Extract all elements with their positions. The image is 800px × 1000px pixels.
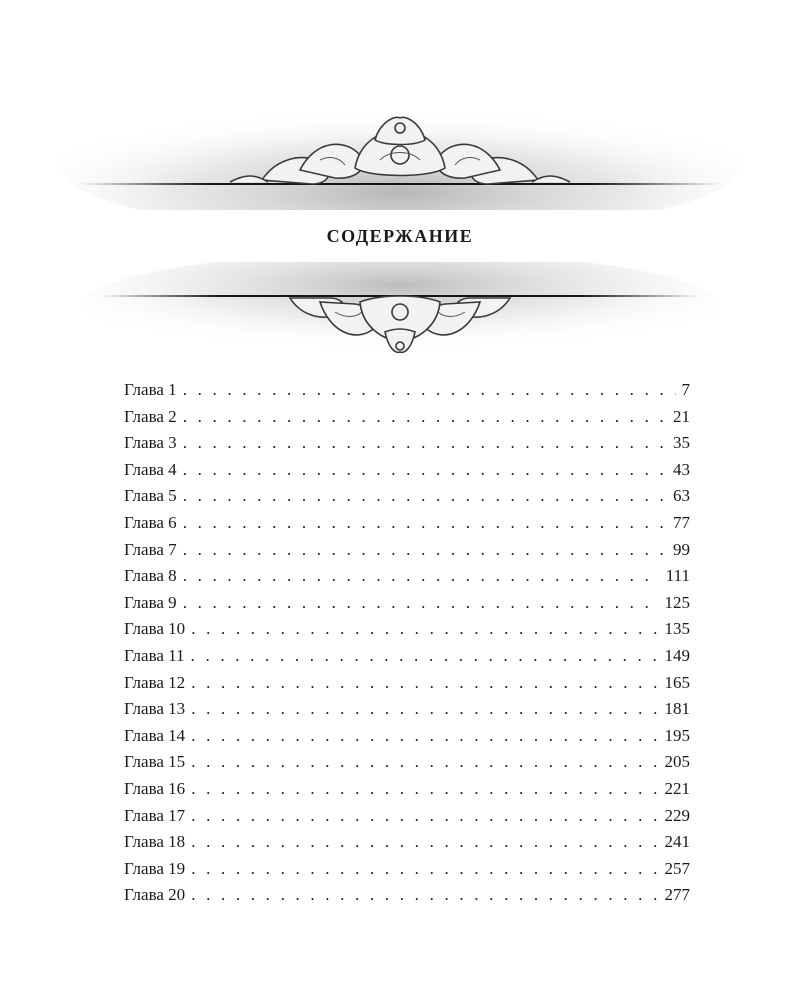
toc-entry-label: Глава 1 [124, 380, 177, 399]
toc-entry-page-number: 21 [673, 406, 690, 426]
toc-entry[interactable] [124, 380, 690, 407]
toc-entry[interactable] [124, 859, 690, 886]
toc-entry[interactable] [124, 726, 690, 753]
dot-leader [191, 619, 658, 639]
toc-entry-label: Глава 13 [124, 699, 186, 719]
toc-entry-page-number: 229 [664, 805, 690, 825]
toc-entry[interactable] [124, 779, 690, 806]
toc-entry[interactable] [124, 673, 690, 700]
toc-entry-label: Глава 11 [124, 645, 185, 665]
toc-entry-label: Глава 9 [124, 592, 177, 612]
toc-entry-label: Глава 2 [124, 406, 177, 426]
toc-entry-page-number: 149 [664, 645, 690, 665]
toc-entry[interactable] [124, 885, 690, 912]
dot-leader [191, 806, 658, 826]
dot-leader [191, 752, 658, 772]
dot-leader [191, 699, 658, 719]
bottom-ornament [0, 262, 800, 372]
dot-leader [191, 859, 658, 879]
toc-entry[interactable] [124, 540, 690, 567]
toc-entry-label: Глава 5 [124, 486, 177, 506]
toc-entry-label: Глава 12 [124, 672, 186, 692]
toc-entry-label: Глава 7 [124, 539, 177, 559]
toc-entry-page-number: 63 [673, 486, 690, 506]
dot-leader [191, 885, 658, 905]
toc-entry[interactable] [124, 566, 690, 593]
toc-entry-page-number: 205 [664, 752, 690, 772]
toc-entry-label: Глава 17 [124, 805, 186, 825]
dot-leader [183, 460, 667, 480]
dot-leader [183, 566, 660, 586]
toc-entry[interactable] [124, 699, 690, 726]
toc-entry-page-number: 77 [673, 512, 690, 532]
toc-entry-page-number: 277 [664, 885, 690, 905]
toc-entry-label: Глава 10 [124, 619, 186, 639]
toc-entry-page-number: 241 [664, 832, 690, 852]
toc-entry-label: Глава 3 [124, 433, 177, 453]
dot-leader [183, 486, 667, 506]
dot-leader [191, 673, 658, 693]
toc-entry[interactable] [124, 433, 690, 460]
toc-entry[interactable] [124, 593, 690, 620]
toc-entry-label: Глава 8 [124, 566, 177, 586]
toc-entry[interactable] [124, 407, 690, 434]
baroque-scroll-ornament-icon [0, 60, 800, 210]
dot-leader [191, 779, 658, 799]
toc-entry[interactable] [124, 646, 690, 673]
toc-entry-page-number: 43 [673, 459, 690, 479]
dot-leader [191, 832, 658, 852]
dot-leader [183, 433, 667, 453]
toc-entry-label: Глава 19 [124, 858, 186, 878]
dot-leader [191, 646, 659, 666]
toc-entry-page-number: 99 [673, 539, 690, 559]
toc-entry-page-number: 7 [681, 380, 690, 399]
toc-entry-page-number: 181 [664, 699, 690, 719]
toc-entry[interactable] [124, 513, 690, 540]
dot-leader [191, 726, 658, 746]
dot-leader [183, 593, 659, 613]
top-ornament [0, 60, 800, 210]
toc-entry-label: Глава 20 [124, 885, 186, 905]
toc-entry-label: Глава 16 [124, 778, 186, 798]
toc-entry-page-number: 111 [665, 566, 690, 586]
toc-entry-page-number: 221 [664, 778, 690, 798]
toc-entry-page-number: 165 [664, 672, 690, 692]
toc-entry-label: Глава 6 [124, 512, 177, 532]
toc-entry-page-number: 125 [664, 592, 690, 612]
toc-entry-page-number: 257 [664, 858, 690, 878]
toc-entry-label: Глава 14 [124, 725, 186, 745]
baroque-scroll-ornament-icon [0, 262, 800, 372]
toc-entry-page-number: 35 [673, 433, 690, 453]
table-of-contents [124, 380, 690, 912]
toc-entry-page-number: 195 [664, 725, 690, 745]
dot-leader [183, 513, 667, 533]
toc-entry[interactable] [124, 806, 690, 833]
dot-leader [183, 407, 667, 427]
toc-entry[interactable] [124, 832, 690, 859]
toc-entry-label: Глава 4 [124, 459, 177, 479]
toc-entry[interactable] [124, 486, 690, 513]
toc-entry-label: Глава 15 [124, 752, 186, 772]
toc-entry[interactable] [124, 619, 690, 646]
toc-entry-page-number: 135 [664, 619, 690, 639]
toc-entry[interactable] [124, 752, 690, 779]
dot-leader [183, 380, 676, 400]
toc-entry-label: Глава 18 [124, 832, 186, 852]
page-title: СОДЕРЖАНИЕ [326, 226, 474, 246]
dot-leader [183, 540, 667, 560]
toc-entry[interactable] [124, 460, 690, 487]
